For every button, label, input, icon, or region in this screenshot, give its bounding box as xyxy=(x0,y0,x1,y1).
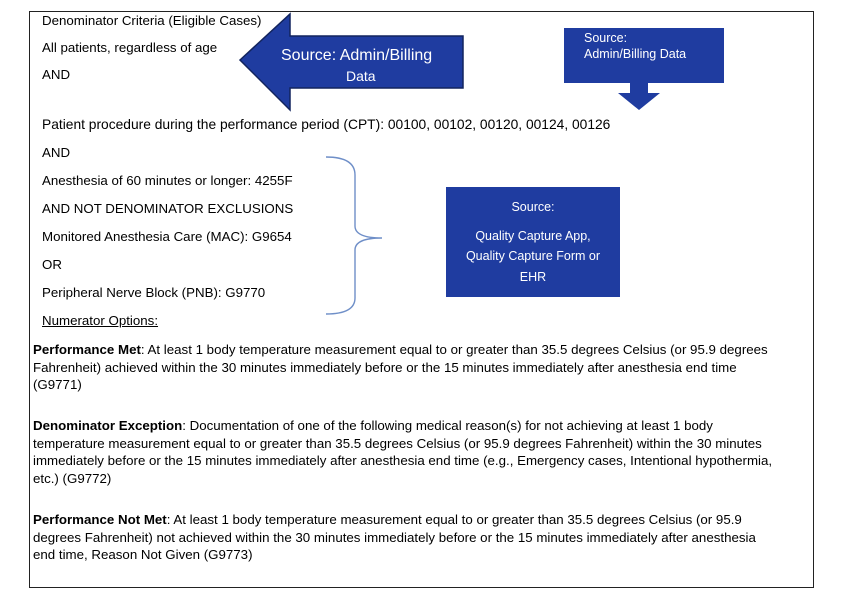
top-right-source-box xyxy=(564,28,724,83)
not-exclusions-text: AND NOT DENOMINATOR EXCLUSIONS xyxy=(42,201,294,216)
left-arrow-label-1: Source: Admin/Billing xyxy=(281,47,433,64)
quality-source-title: Source: xyxy=(511,200,555,214)
quality-source-line-3: EHR xyxy=(519,269,547,284)
performance-met-paragraph xyxy=(33,341,773,394)
performance-not-met-label: Performance Not Met xyxy=(33,512,167,527)
quality-source-line-1: Quality Capture App, xyxy=(475,228,591,243)
numerator-options-heading: Numerator Options: xyxy=(42,313,159,328)
mac-text: Monitored Anesthesia Care (MAC): G9654 xyxy=(42,229,292,244)
quality-source-line-2: Quality Capture Form or xyxy=(465,249,601,263)
performance-met-label: Performance Met xyxy=(33,342,141,357)
left-arrow-label-2: Data xyxy=(346,68,376,84)
denominator-exception-label: Denominator Exception xyxy=(33,418,183,433)
or-text: OR xyxy=(42,257,62,272)
top-right-source-line-2: Admin/Billing Data xyxy=(584,47,687,61)
performance-not-met-text: : At least 1 body temperature measurement equal to or greater than 35.5 degrees Celsius (or 95.9 degrees Fahrenheit) not achieved within the 30 minutes immediately before or the 15 minutes immediately after anesthesia end time, Reason Not Given (G9773) xyxy=(33,512,756,562)
curly-bracket xyxy=(326,157,382,314)
anesthesia-text: Anesthesia of 60 minutes or longer: 4255F xyxy=(42,173,293,188)
procedure-text: Patient procedure during the performance period (CPT): 00100, 00102, 00120, 00124, 00126 xyxy=(42,117,611,132)
top-right-source-line-1: Source: xyxy=(584,31,628,45)
denominator-heading: Denominator Criteria (Eligible Cases) xyxy=(42,13,262,28)
and-text-2: AND xyxy=(42,145,71,160)
performance-met-text: : At least 1 body temperature measurement equal to or greater than 35.5 degrees Celsius (or 95.9 degrees Fahrenheit) achieved within the 30 minutes immediately before or the 15 minutes immediately after anesthesia end time (G9771) xyxy=(33,342,768,392)
and-text-1: AND xyxy=(42,67,71,82)
denominator-exception-paragraph xyxy=(33,417,773,487)
pnb-text: Peripheral Nerve Block (PNB): G9770 xyxy=(42,285,266,300)
quality-source-box xyxy=(446,187,620,297)
down-arrow-shape xyxy=(618,82,660,110)
all-patients-text: All patients, regardless of age xyxy=(42,40,218,55)
performance-not-met-paragraph xyxy=(33,511,773,564)
denominator-exception-text: : Documentation of one of the following medical reason(s) for not achieving at least 1 body temperature measurement equal to or greater than 35.5 degrees Celsius (or 95.9 degrees Fahrenheit) within the 30 minutes immediately before or the 15 minutes immediately after anesthesia end time (e.g., Emergency cases, Intentional hypothermia, etc.) (G9772) xyxy=(33,418,773,486)
